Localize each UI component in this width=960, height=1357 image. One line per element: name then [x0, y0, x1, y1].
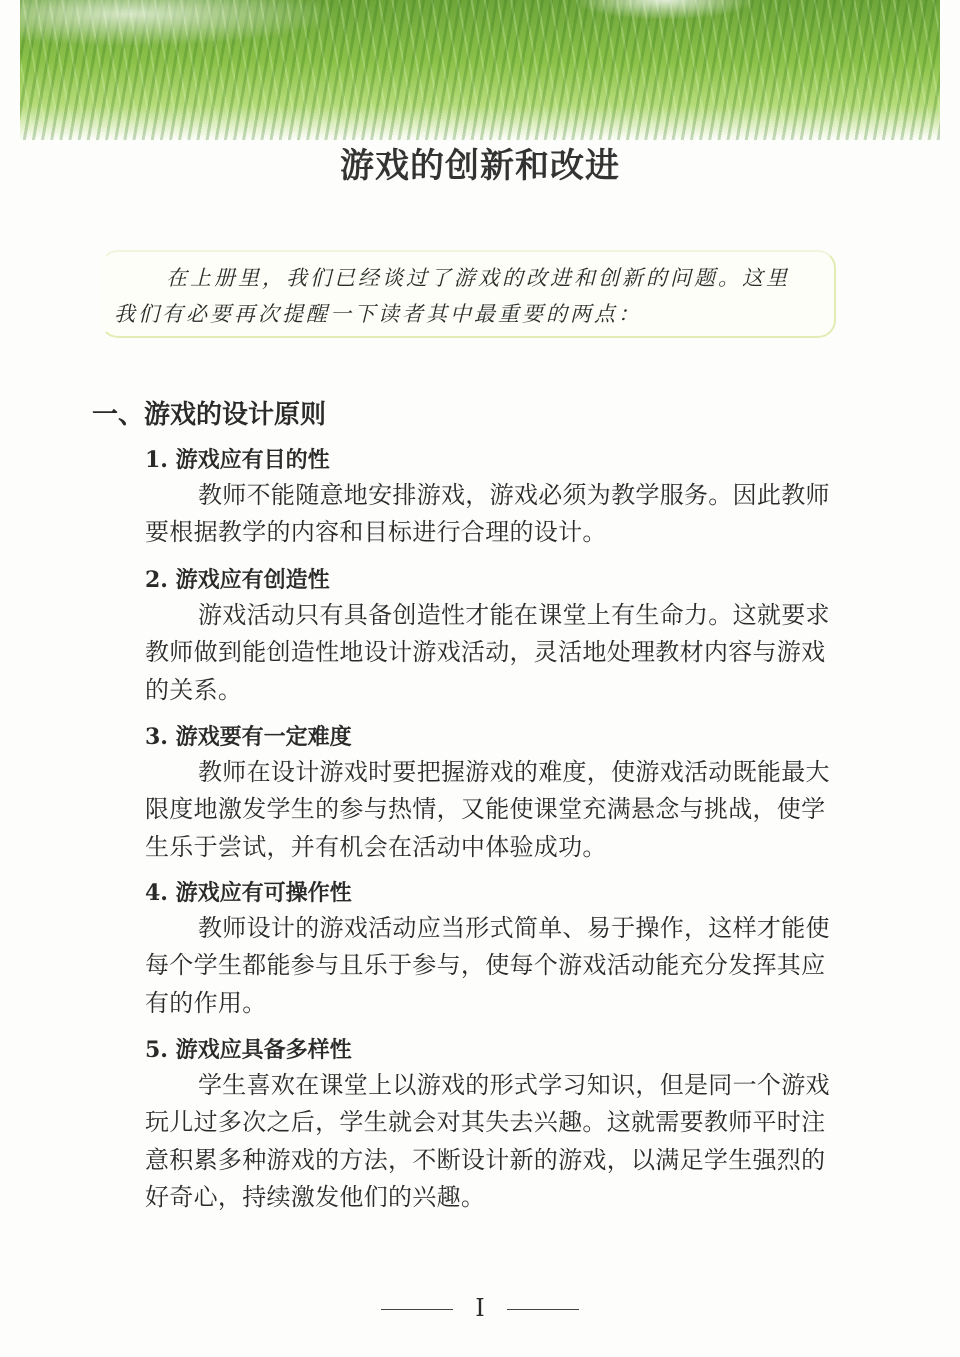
- paragraph-line: 要根据教学的内容和目标进行合理的设计。: [145, 518, 607, 547]
- paragraph-line: 玩儿过多次之后，学生就会对其失去兴趣。这就需要教师平时注: [145, 1108, 826, 1137]
- grass-banner-image: [20, 0, 940, 140]
- section-heading: 一、游戏的设计原则: [92, 400, 327, 430]
- footer-rule: [381, 1309, 453, 1310]
- intro-line: 我们有必要再次提醒一下读者其中最重要的两点：: [114, 302, 642, 326]
- item-title: 5. 游戏应具备多样性: [145, 1037, 352, 1063]
- paragraph-line: 教师做到能创造性地设计游戏活动，灵活地处理教材内容与游戏: [145, 638, 826, 667]
- intro-box: [100, 250, 836, 338]
- page-number: I: [475, 1294, 485, 1322]
- paragraph-line: 好奇心，持续激发他们的兴趣。: [145, 1182, 486, 1211]
- paragraph-line: 有的作用。: [145, 988, 267, 1017]
- paragraph-line: 教师在设计游戏时要把握游戏的难度，使游戏活动既能最大: [198, 758, 830, 786]
- paragraph-line: 意积累多种游戏的方法，不断设计新的游戏，以满足学生强烈的: [145, 1145, 826, 1174]
- paragraph-line: 的关系。: [145, 675, 243, 704]
- page-footer: [0, 1294, 960, 1322]
- item-title: 2. 游戏应有创造性: [145, 567, 330, 593]
- item-title: 1. 游戏应有目的性: [145, 447, 330, 473]
- paragraph-line: 教师不能随意地安排游戏，游戏必须为教学服务。因此教师: [198, 481, 830, 509]
- paragraph-line: 学生喜欢在课堂上以游戏的形式学习知识，但是同一个游戏: [198, 1071, 830, 1099]
- paragraph-line: 生乐于尝试，并有机会在活动中体验成功。: [145, 832, 607, 861]
- paragraph-line: 教师设计的游戏活动应当形式简单、易于操作，这样才能使: [198, 914, 830, 942]
- paragraph-line: 限度地激发学生的参与热情，又能使课堂充满悬念与挑战，使学: [145, 795, 826, 824]
- item-title: 3. 游戏要有一定难度: [145, 724, 352, 750]
- paragraph-line: 游戏活动只有具备创造性才能在课堂上有生命力。这就要求: [198, 601, 830, 629]
- paragraph-line: 每个学生都能参与且乐于参与，使每个游戏活动能充分发挥其应: [145, 951, 826, 980]
- footer-rule: [507, 1309, 579, 1310]
- intro-line: 在上册里，我们已经谈过了游戏的改进和创新的问题。这里: [166, 266, 790, 290]
- page-title: 游戏的创新和改进: [340, 146, 620, 186]
- item-title: 4. 游戏应有可操作性: [145, 880, 352, 906]
